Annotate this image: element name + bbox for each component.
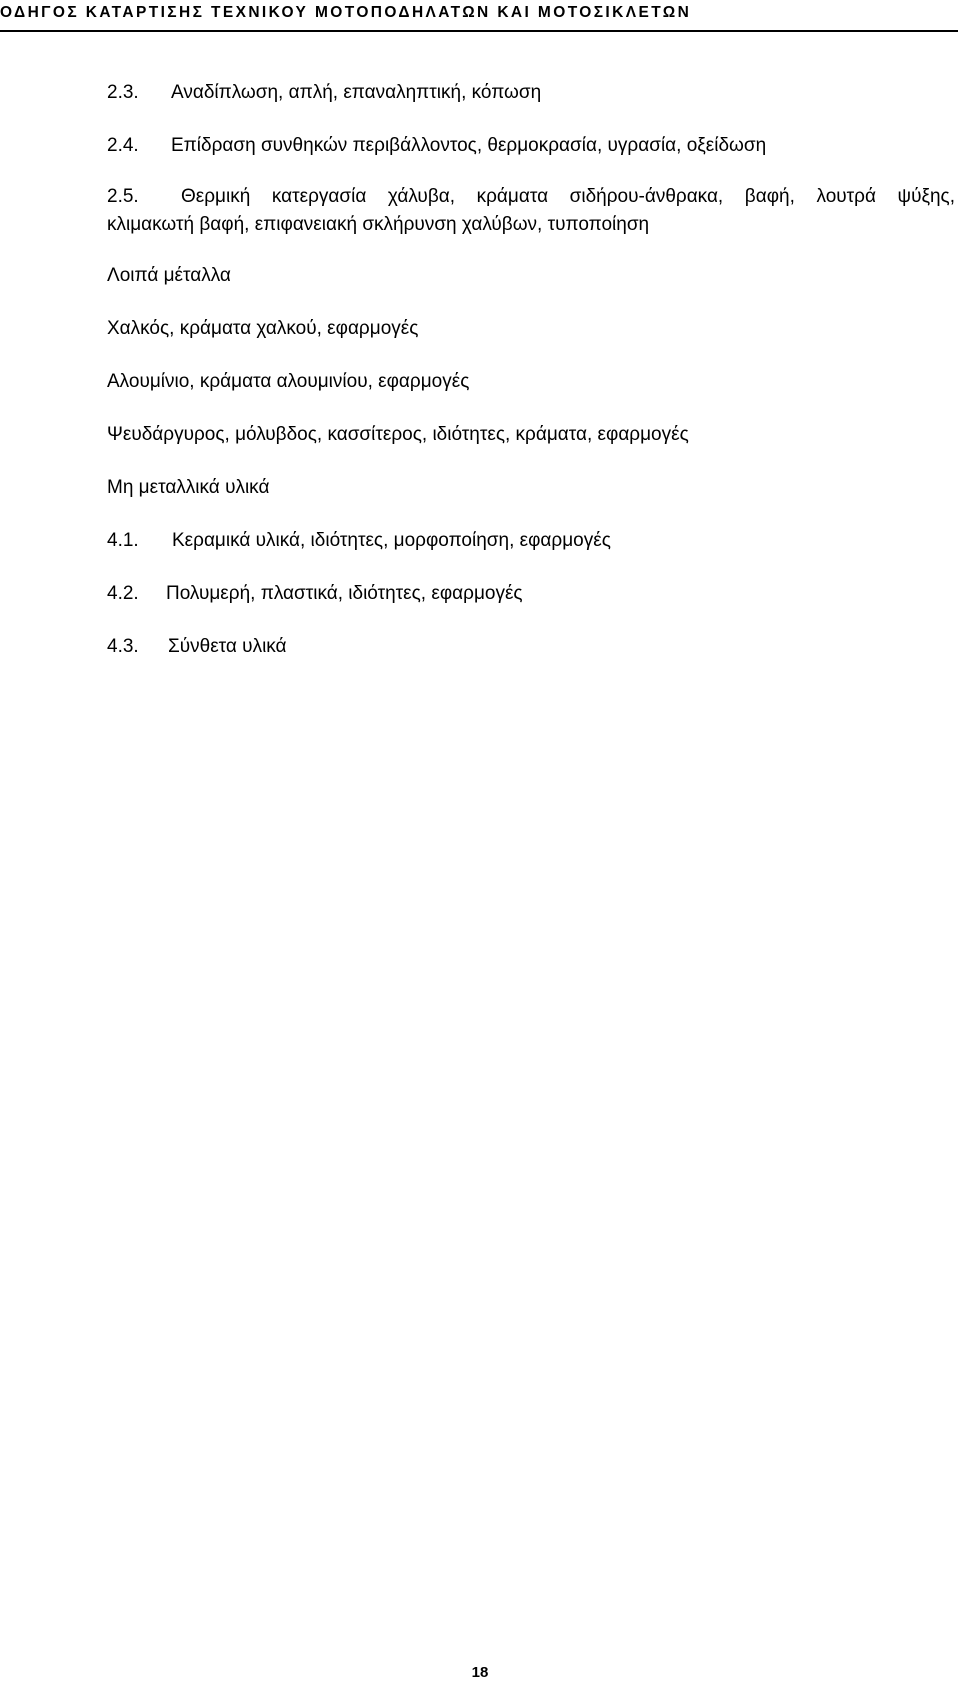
list-item-4-2 xyxy=(107,583,523,605)
item-number: 2.5. xyxy=(107,186,139,207)
running-header: ΟΔΗΓΟΣ ΚΑΤΑΡΤΙΣΗΣ ΤΕΧΝΙΚΟΥ ΜΟΤΟΠΟΔΗΛΑΤΩΝ ΚΑΙ ΜΟΤΟΣΙΚΛΕΤΩΝ xyxy=(0,4,692,21)
item-number: 4.2. xyxy=(107,583,139,604)
item-text: Επίδραση συνθηκών περιβάλλοντος, θερμοκρασία, υγρασία, οξείδωση xyxy=(171,135,767,156)
item-number: 4.3. xyxy=(107,636,139,657)
list-item-copper: Χαλκός, κράματα χαλκού, εφαρμογές xyxy=(107,318,419,339)
item-text: Αναδίπλωση, απλή, επαναληπτική, κόπωση xyxy=(171,82,542,103)
item-text: Κεραμικά υλικά, ιδιότητες, μορφοποίηση, εφαρμογές xyxy=(172,530,611,551)
list-item-aluminium: Αλουμίνιο, κράματα αλουμινίου, εφαρμογές xyxy=(107,371,470,392)
item-number: 2.3. xyxy=(107,82,139,103)
section-heading-other-metals: Λοιπά μέταλλα xyxy=(107,265,231,286)
item-text: Σύνθετα υλικά xyxy=(168,636,287,657)
list-item-2-3 xyxy=(107,82,541,104)
item-text: Πολυμερή, πλαστικά, ιδιότητες, εφαρμογές xyxy=(166,583,523,604)
list-item-4-3 xyxy=(107,636,287,658)
item-text-line-1: Θερμική κατεργασία χάλυβα, κράματα σιδήρου-άνθρακα, βαφή, λουτρά ψύξης, xyxy=(181,186,955,207)
section-heading-non-metallic: Μη μεταλλικά υλικά xyxy=(107,477,270,498)
item-number: 4.1. xyxy=(107,530,139,551)
list-item-2-5 xyxy=(107,183,955,239)
header-divider xyxy=(0,30,958,32)
item-number: 2.4. xyxy=(107,135,139,156)
item-line-1 xyxy=(107,183,955,211)
list-item-2-4 xyxy=(107,135,766,157)
list-item-4-1 xyxy=(107,530,611,552)
page-number: 18 xyxy=(471,1664,489,1681)
item-line-2: κλιμακωτή βαφή, επιφανειακή σκλήρυνση χαλύβων, τυποποίηση xyxy=(107,214,650,235)
list-item-zinc-lead-tin: Ψευδάργυρος, μόλυβδος, κασσίτερος, ιδιότητες, κράματα, εφαρμογές xyxy=(107,424,689,445)
